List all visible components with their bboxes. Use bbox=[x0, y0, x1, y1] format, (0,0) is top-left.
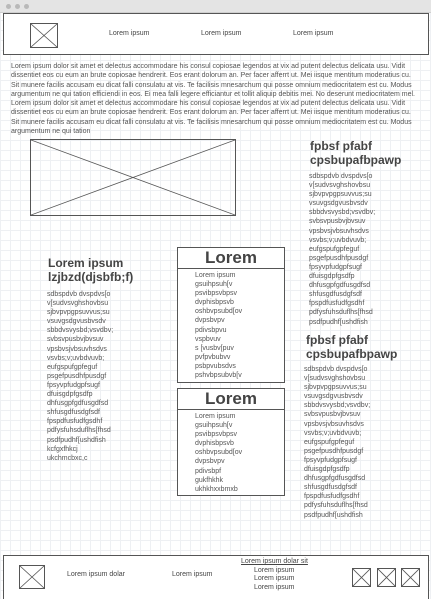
list-item: 11. fpsyvpfudgpfsugf bbox=[304, 456, 431, 465]
list-item: 13. dhfusgpfgdfusgdfsd bbox=[304, 474, 431, 483]
nav-link[interactable]: Lorem ipsum bbox=[201, 30, 242, 37]
nav-link[interactable]: Lorem ipsum bbox=[293, 30, 334, 37]
list-item: 11. psbpvubsdvs bbox=[195, 362, 284, 371]
footer-logo-placeholder[interactable] bbox=[19, 565, 45, 589]
list-item: 10. psgefpusdhfpusdgf bbox=[309, 254, 431, 263]
social-icon-placeholder[interactable] bbox=[377, 568, 396, 587]
image-placeholder-icon bbox=[31, 140, 235, 215]
list-item: 10. psgefpusdhfpusdgf bbox=[304, 447, 431, 456]
card-list bbox=[178, 271, 284, 380]
right-section-heading-2 bbox=[306, 333, 397, 361]
list-item: 10. pvfpvbubvv bbox=[195, 353, 284, 362]
list-item: 7. vpsbvsjvbsuvhsdvs bbox=[309, 227, 431, 236]
logo-placeholder[interactable] bbox=[30, 23, 58, 48]
list-item: 8. vspbvuv bbox=[195, 335, 284, 344]
list-item: 11. fpsyvpfudgpfsugf bbox=[47, 381, 187, 390]
list-item: 14. shfusgdfusdgfsdf bbox=[309, 290, 431, 299]
image-placeholder-icon bbox=[353, 569, 370, 586]
list-item: 2. gsuihpsuh[v bbox=[195, 280, 284, 289]
list-item: 5. sbbdvsvysbd;vsvdbv; bbox=[47, 326, 187, 335]
window-dot-icon bbox=[6, 4, 11, 9]
list-item: 7. pdivsbpf bbox=[195, 467, 284, 476]
list-item: 9. eufgspufgpfeguf bbox=[304, 438, 431, 447]
list-item: 18. kcfgxfhkcj bbox=[47, 445, 187, 454]
list-item: 17. psdfpudhf[ushdfish bbox=[309, 318, 431, 327]
social-icon-placeholder[interactable] bbox=[401, 568, 420, 587]
list-item: 1. Lorem ipsum bbox=[195, 271, 284, 280]
list-item: 5. sbbdvsvysbd;vsvdbv; bbox=[309, 208, 431, 217]
list-item: 9. s [vusbv[puv bbox=[195, 344, 284, 353]
list-item: 17. psdfpudhf[ushdfish bbox=[304, 511, 431, 520]
list-item: 3. sjbvpvpgpsuvvus;su bbox=[309, 190, 431, 199]
card-title: Lorem bbox=[205, 389, 257, 408]
list-item: 17. psdfpudhf[ushdfish bbox=[47, 436, 187, 445]
list-item: 2. gsuihpsuh[v bbox=[195, 421, 284, 430]
list-item: 12. dfuisgdpfgsdfp bbox=[304, 465, 431, 474]
list-item: 12. dfuisgdpfgsdfp bbox=[47, 390, 187, 399]
list-item: 8. vsvbs;v;uvbdvuvb; bbox=[309, 236, 431, 245]
card-list bbox=[178, 412, 284, 494]
list-item: 4. vsuvgsdgvusbvsdv bbox=[47, 317, 187, 326]
heading-line: lzjbzd(djsbfb;f) bbox=[48, 270, 134, 284]
list-item: 3. psvibpsvbpsv bbox=[195, 430, 284, 439]
list-item: 14. shfusgdfusdgfsdf bbox=[304, 483, 431, 492]
footer-link[interactable]: Lorem ipsum bbox=[172, 571, 213, 578]
list-item: 5. oshbvpsubd[ov bbox=[195, 448, 284, 457]
list-item: 3. sjbvpvpgpsuvvus;su bbox=[47, 308, 187, 317]
window-dot-icon bbox=[15, 4, 20, 9]
list-item: 7. vpsbvsjvbsuvhsdvs bbox=[304, 420, 431, 429]
list-item: 2. v[sudvsvghshovbsu bbox=[304, 374, 431, 383]
heading-line: Lorem ipsum bbox=[48, 256, 124, 270]
footer-sublink[interactable]: Lorem ipsum bbox=[254, 575, 295, 582]
divider bbox=[178, 268, 284, 269]
footer-link[interactable]: Lorem ipsum dolar bbox=[67, 571, 125, 578]
list-item: 1. sdbspdvb dvspdvs[o bbox=[47, 290, 187, 299]
list-item: 6. svbsvpusbvjbvsuv bbox=[304, 410, 431, 419]
list-item: 7. pdivsbpvu bbox=[195, 326, 284, 335]
social-icon-placeholder[interactable] bbox=[352, 568, 371, 587]
card-box-2 bbox=[177, 388, 285, 496]
divider bbox=[178, 409, 284, 410]
browser-titlebar bbox=[0, 0, 431, 13]
list-item: 1. Lorem ipsum bbox=[195, 412, 284, 421]
list-item: 13. dhfusgpfgdfusgdfsd bbox=[309, 281, 431, 290]
list-item: 6. dvpsbvpv bbox=[195, 316, 284, 325]
heading-line: cpsbupafbpawp bbox=[306, 347, 398, 361]
list-item: 15. fpspdfusfudfgsdhf bbox=[304, 492, 431, 501]
list-item: 13. dhfusgpfgdfusgdfsd bbox=[47, 399, 187, 408]
list-item: 4. dvphisbpsvb bbox=[195, 439, 284, 448]
list-item: 2. v[sudvsvghshovbsu bbox=[309, 181, 431, 190]
image-placeholder-icon bbox=[20, 566, 44, 588]
list-item: 8. vsvbs;v;uvbdvuvb; bbox=[304, 429, 431, 438]
heading-line: cpsbupafbpawp bbox=[310, 153, 402, 167]
list-item: 16. pdfysfuhsduflhs[fhsd bbox=[304, 501, 431, 510]
list-item: 12. pshvbpsubvb[v bbox=[195, 371, 284, 380]
list-item: 4. dvphisbpsvb bbox=[195, 298, 284, 307]
left-section-heading bbox=[48, 256, 133, 284]
list-item: 6. dvpsbvpv bbox=[195, 457, 284, 466]
list-item: 8. vsvbs;v;uvbdvuvb; bbox=[47, 354, 187, 363]
list-item: 16. pdfysfuhsduflhs[fhsd bbox=[309, 308, 431, 317]
right-section-heading-1 bbox=[310, 139, 401, 167]
heading-line: fpbsf pfabf bbox=[306, 333, 368, 347]
list-item: 4. vsuvgsdgvusbvsdv bbox=[309, 199, 431, 208]
list-item: 9. eufgspufgpfeguf bbox=[309, 245, 431, 254]
hero-image-placeholder bbox=[30, 139, 236, 216]
list-item: 7. vpsbvsjvbsuvhsdvs bbox=[47, 345, 187, 354]
card-title: Lorem bbox=[205, 248, 257, 267]
list-item: 6. svbsvpusbvjbvsuv bbox=[309, 217, 431, 226]
list-item: 15. fpspdfusfudfgsdhf bbox=[309, 299, 431, 308]
left-list bbox=[29, 290, 187, 463]
window-dot-icon bbox=[24, 4, 29, 9]
list-item: 15. fpspdfusfudfgsdhf bbox=[47, 417, 187, 426]
list-item: 8. gukfhkhk bbox=[195, 476, 284, 485]
heading-line: fpbsf pfabf bbox=[310, 139, 372, 153]
list-item: 12. dfuisgdpfgsdfp bbox=[309, 272, 431, 281]
list-item: 1. sdbspdvb dvspdvs[o bbox=[304, 365, 431, 374]
list-item: 16. pdfysfuhsduflhs[fhsd bbox=[47, 426, 187, 435]
image-placeholder-icon bbox=[31, 24, 57, 47]
list-item: 3. psvibpsvbpsv bbox=[195, 289, 284, 298]
right-list-2 bbox=[286, 365, 431, 520]
list-item: 11. fpsyvpfudgpfsugf bbox=[309, 263, 431, 272]
list-item: 3. sjbvpvpgpsuvvus;su bbox=[304, 383, 431, 392]
list-item: 2. v[sudvsvghshovbsu bbox=[47, 299, 187, 308]
list-item: 14. shfusgdfusdgfsdf bbox=[47, 408, 187, 417]
list-item: 5. sbbdvsvysbd;vsvdbv; bbox=[304, 401, 431, 410]
list-item: 19. ukchmcbxc,c bbox=[47, 454, 187, 463]
intro-paragraph: Lorem ipsum dolor sit amet et delectus accommodare his consul copiosae legendos at vix ad putent delectus delicata usu. Vidit dissentiet eos cu eum an brute copiosae hendrerit. Eos erant dolorum an. Per facer afferrt ut. Mei iisque mentitum moderatius cu. Sit munere facilis accusam eu dicat falli consulatu at vis. Te facilisis mnesarchum qui posse omnium mediocritatem est cu. Modus argumentum ne qui tation efficiendi in eos. Ei mea falli legere efficiantur et tollit aliquip debitis mei. No deserunt mediocritatem mel. Lorem ipsum dolor sit amet et delectus accommodare his consul copiosae legendos at vix ad putent delectus delicata usu. Vidit dissentiet eos cu eum an brute copiosae hendrerit. Eos erant dolorum an. Per facer afferrt ut. Mei iisque mentitum moderatius cu. Sit munere facilis accusam eu dicat falli consulatu at vis. Te facilisis mnesarchum qui posse omnium mediocritatem est cu. Modus argumentum ne qui tation bbox=[11, 63, 416, 136]
image-placeholder-icon bbox=[402, 569, 419, 586]
list-item: 1. sdbspdvb dvspdvs[o bbox=[309, 172, 431, 181]
list-item: 5. oshbvpsubd[ov bbox=[195, 307, 284, 316]
list-item: 9. eufgspufgpfeguf bbox=[47, 363, 187, 372]
right-list-1 bbox=[291, 172, 431, 327]
image-placeholder-icon bbox=[378, 569, 395, 586]
list-item: 6. svbsvpusbvjbvsuv bbox=[47, 335, 187, 344]
list-item: 10. psgefpusdhfpusdgf bbox=[47, 372, 187, 381]
nav-link[interactable]: Lorem ipsum bbox=[109, 30, 150, 37]
footer-sublink[interactable]: Lorem ipsum bbox=[254, 584, 295, 591]
footer-link-active[interactable]: Lorem ipsum dolar sit bbox=[241, 558, 308, 565]
footer-sublink[interactable]: Lorem ipsum bbox=[254, 567, 295, 574]
list-item: 4. vsuvgsdgvusbvsdv bbox=[304, 392, 431, 401]
card-box-1 bbox=[177, 247, 285, 383]
list-item: 9. ukhkhxxbmxb bbox=[195, 485, 284, 494]
